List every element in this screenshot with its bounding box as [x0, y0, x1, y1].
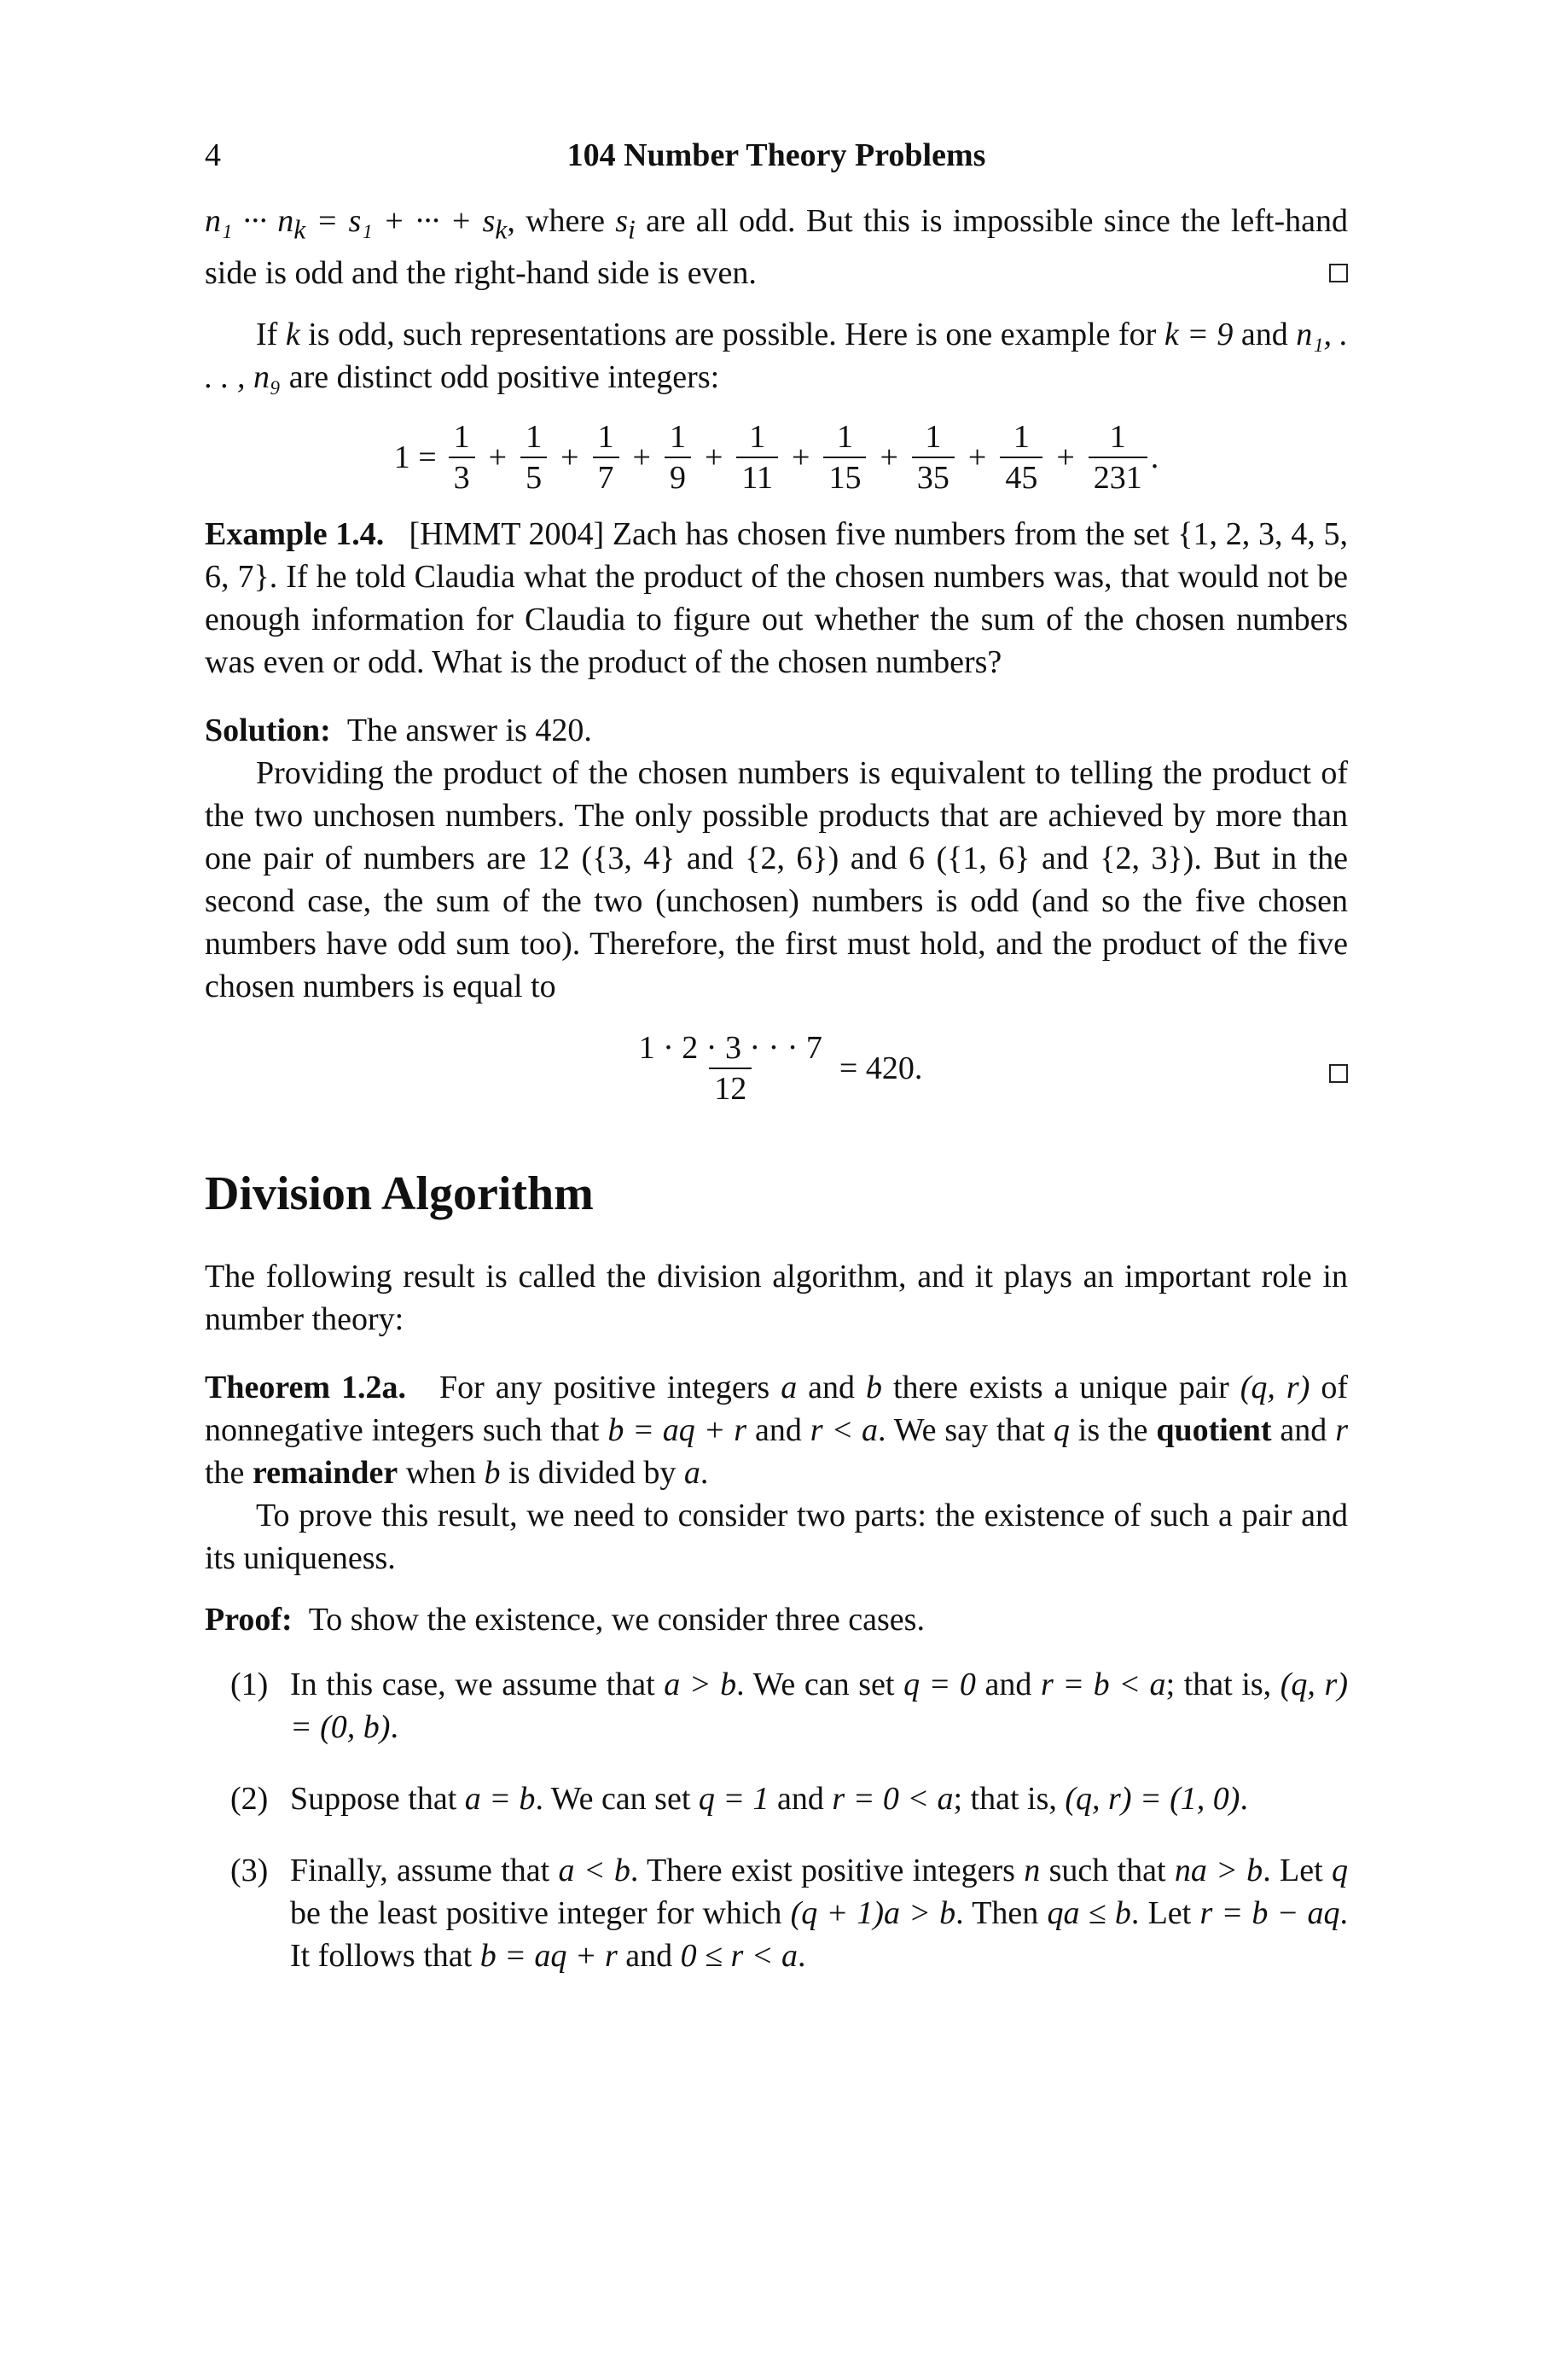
section-title: Division Algorithm [205, 1167, 594, 1220]
equation-product: $\frac{1 \cdot 2 \cdot 3 \cdot \cdot \cdot 7}{12}$ = 420. [205, 1030, 1348, 1107]
fraction: $\frac{1 \cdot 2 \cdot 3 \cdot \cdot \cdot 7}{12}$ [638, 1029, 822, 1107]
fraction: $\frac{1}{5}$ [520, 419, 547, 496]
equation-egyptian-fraction: 1 = $\frac{1}{3}$ + $\frac{1}{5}$ + $\frac{1}{7}$ + $\frac{1}{9}$ + $\frac{1}{11}$ + $\frac{1}{15}$ + $\frac{1}{35}$ + $\frac{1}{45}$ + $\frac{1}{231}$ . [393, 418, 1159, 496]
case-list [205, 1663, 1348, 1977]
qed-square-icon [1329, 1064, 1348, 1083]
running-head [205, 128, 1348, 188]
fraction: $\frac{1}{7}$ [593, 419, 619, 496]
paragraph-odd-k: If k is odd, such representations are possible. Here is one example for k = 9 and n₁, . . . , n₉ are distinct odd positive integers: [205, 316, 1349, 395]
page-number: 4 [205, 137, 221, 173]
math-product: n₁ ··· $n_k$ [205, 203, 306, 245]
fraction: $\frac{1}{15}$ [823, 419, 866, 496]
fraction: $\frac{1}{45}$ [1000, 419, 1042, 496]
intro-paragraph: The following result is called the division algorithm, and it plays an important role in number theory: [205, 1258, 1348, 1337]
math-si: $s_i$ [615, 203, 636, 245]
proof-label: Proof: [205, 1601, 293, 1638]
example-1-4: Example 1.4. [HMMT 2004] Zach has chosen five numbers from the set {1, 2, 3, 4, 5, 6, 7}. If he told Claudia what the product of the chosen numbers was, that would not be enough information for Claudia to figure out whether the sum of the chosen numbers was even or odd. What is the product of the chosen numbers? [205, 515, 1348, 680]
fraction: $\frac{1}{231}$ [1089, 419, 1147, 496]
theorem-label: Theorem 1.2a. [205, 1369, 407, 1405]
book-title: 104 Number Theory Problems [566, 137, 986, 173]
list-item: (3) Finally, assume that a < b. There exist positive integers n such that na > b. Let q be the least positive integer for which (q + 1)a > b. Then qa ≤ b. Let r = b − aq. It follows that b = aq + r and 0 ≤ r < a. [230, 1852, 1349, 1974]
prove-intro: To prove this result, we need to consider two parts: the existence of such a pair and its uniqueness. [205, 1497, 1348, 1576]
fraction: $\frac{1}{9}$ [665, 419, 691, 496]
equation-lhs: 1 = [393, 439, 437, 475]
paragraph-proof-end: n₁ ··· $n_k = s_1$ + ··· + $s_k$, where $s_i$ are all odd. But this is impossible since the left-hand side is odd and the right-hand side is even. [205, 203, 1348, 291]
fraction: $\frac{1}{35}$ [912, 419, 955, 496]
fraction: $\frac{1}{11}$ [736, 419, 778, 496]
math-sum: = s₁ + ··· + $s_k$ [305, 203, 508, 245]
solution: Solution: The answer is 420. [205, 712, 592, 748]
theorem-1-2a: Theorem 1.2a. For any positive integers a and b there exists a unique pair (q, r) of nonnegative integers such that b = aq + r and r < a. We say that q is the quotient and r the remainder when b is divided by a. [205, 1369, 1349, 1491]
solution-label: Solution: [205, 712, 331, 748]
fraction: $\frac{1}{3}$ [449, 419, 475, 496]
list-item: (2) Suppose that a = b. We can set q = 1 and r = 0 < a; that is, (q, r) = (1, 0). [230, 1780, 1248, 1817]
proof: Proof: To show the existence, we consider three cases. [205, 1601, 925, 1638]
qed-square-icon [1329, 264, 1348, 282]
solution-body: Providing the product of the chosen numbers is equivalent to telling the product of the two unchosen numbers. The only possible products that are achieved by more than one pair of numbers are 12 ({3, 4} and {2, 6}) and 6 ({1, 6} and {2, 3}). But in the second case, the sum of the two (unchosen) numbers is odd (and so the five chosen numbers have odd sum too). Therefore, the first must hold, and the product of the five chosen numbers is equal to [205, 754, 1348, 1004]
example-label: Example 1.4. [205, 515, 385, 552]
page [205, 128, 1348, 1977]
list-item: (1) In this case, we assume that a > b. We can set q = 0 and r = b < a; that is, (q, r) = (0, b). [230, 1666, 1348, 1745]
